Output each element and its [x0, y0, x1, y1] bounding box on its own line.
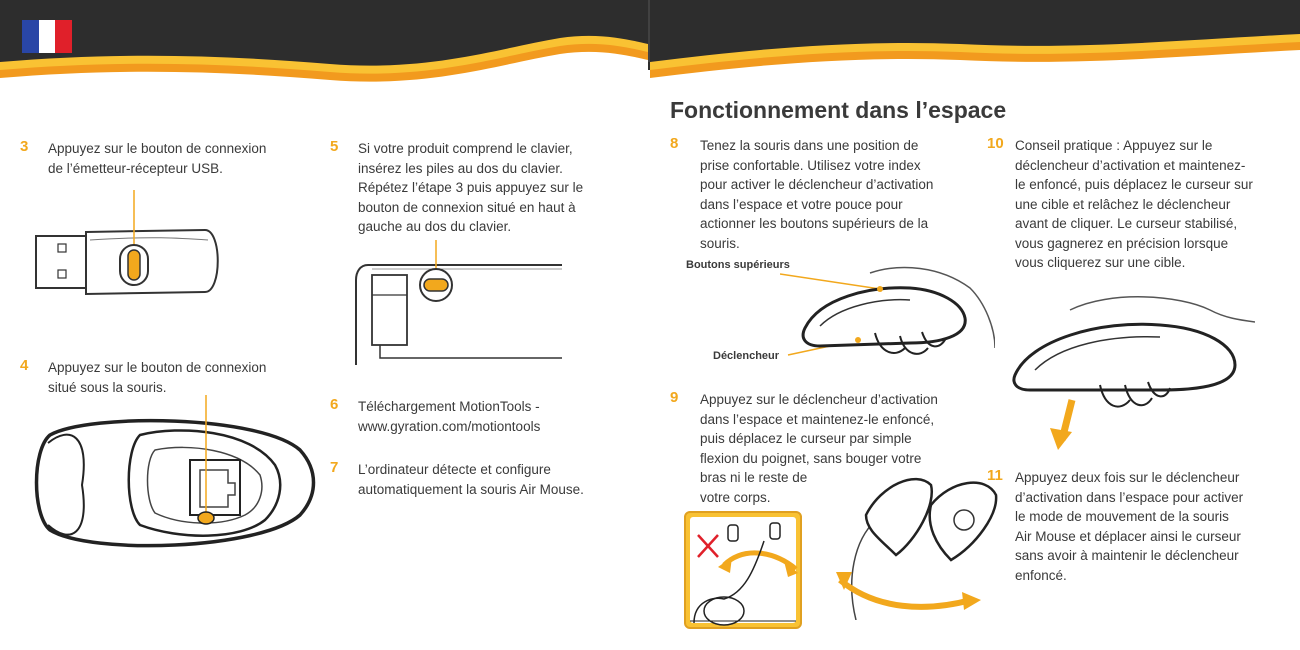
- wrist-flex-illustration: [836, 460, 1001, 620]
- step-number: 11: [987, 467, 1003, 484]
- header-band: [0, 0, 1300, 95]
- callout-trigger: Déclencheur: [713, 350, 780, 362]
- step-text: Appuyez sur le bouton de connexion situé sous la souris.: [48, 360, 267, 395]
- arm-movement-illustration: [684, 511, 802, 629]
- flag-white-stripe: [39, 20, 56, 53]
- step-text: Tenez la souris dans une position de prise confortable. Utilisez votre index pour activer le déclencheur d’activation dans l’espace et votre pouce pour actionner les boutons supérieurs de la souris.: [700, 138, 934, 251]
- step-7: [330, 460, 630, 505]
- french-flag-icon: [22, 20, 72, 53]
- step-text: Appuyez sur le déclencheur d’activation dans l’espace et maintenez-le enfoncé, puis déplacez le curseur par simple flexion du poignet, sans bouger votre bras ni le reste de votre corps.: [700, 392, 938, 505]
- step-11: [987, 468, 1287, 588]
- step-number: 5: [330, 138, 339, 155]
- step-8: [670, 136, 970, 256]
- step-text: Appuyez deux fois sur le déclencheur d’activation dans l’espace pour activer le mode de mouvement de la souris Air Mouse et déplacer ainsi le curseur sans avoir à maintenir le déclencheur enfoncé.: [1015, 470, 1244, 583]
- step-number: 3: [20, 138, 29, 155]
- step-text: Téléchargement MotionTools - www.gyration.com/motiontools: [358, 399, 541, 434]
- flag-red-stripe: [55, 20, 72, 53]
- step-number: 6: [330, 396, 339, 413]
- step-text: Si votre produit comprend le clavier, insérez les piles au dos du clavier. Répétez l’étape 3 puis appuyez sur le bouton de connexion situé en haut à gauche au dos du clavier.: [358, 141, 584, 234]
- keyboard-back-illustration: [350, 240, 565, 370]
- trigger-release-illustration: [1010, 290, 1255, 450]
- step-text: Appuyez sur le bouton de connexion de l’émetteur-récepteur USB.: [48, 141, 267, 176]
- callout-top-buttons: Boutons supérieurs: [686, 259, 790, 271]
- flag-blue-stripe: [22, 20, 39, 53]
- step-text: L’ordinateur détecte et configure automatiquement la souris Air Mouse.: [358, 462, 584, 497]
- mouse-underside-illustration: [30, 395, 320, 570]
- step-number: 7: [330, 459, 339, 476]
- step-number: 8: [670, 135, 679, 152]
- mouse-grip-illustration: [780, 258, 995, 368]
- step-text: Conseil pratique : Appuyez sur le déclencheur d’activation et maintenez- le enfoncé, puis déplacez le curseur sur une cible et relâchez le déclencheur avant de cliquer. Le curseur stabilisé, vous gagnerez en précision lorsque vous cliquerez sur une cible.: [1015, 138, 1253, 270]
- step-3: [20, 139, 320, 184]
- step-number: 4: [20, 357, 29, 374]
- step-number: 10: [987, 135, 1004, 152]
- step-6: [330, 397, 630, 442]
- step-10: [987, 136, 1287, 276]
- page-title: Fonctionnement dans l’espace: [670, 97, 1007, 123]
- step-number: 9: [670, 389, 679, 406]
- usb-transceiver-illustration: [30, 190, 230, 300]
- step-5: [330, 139, 630, 239]
